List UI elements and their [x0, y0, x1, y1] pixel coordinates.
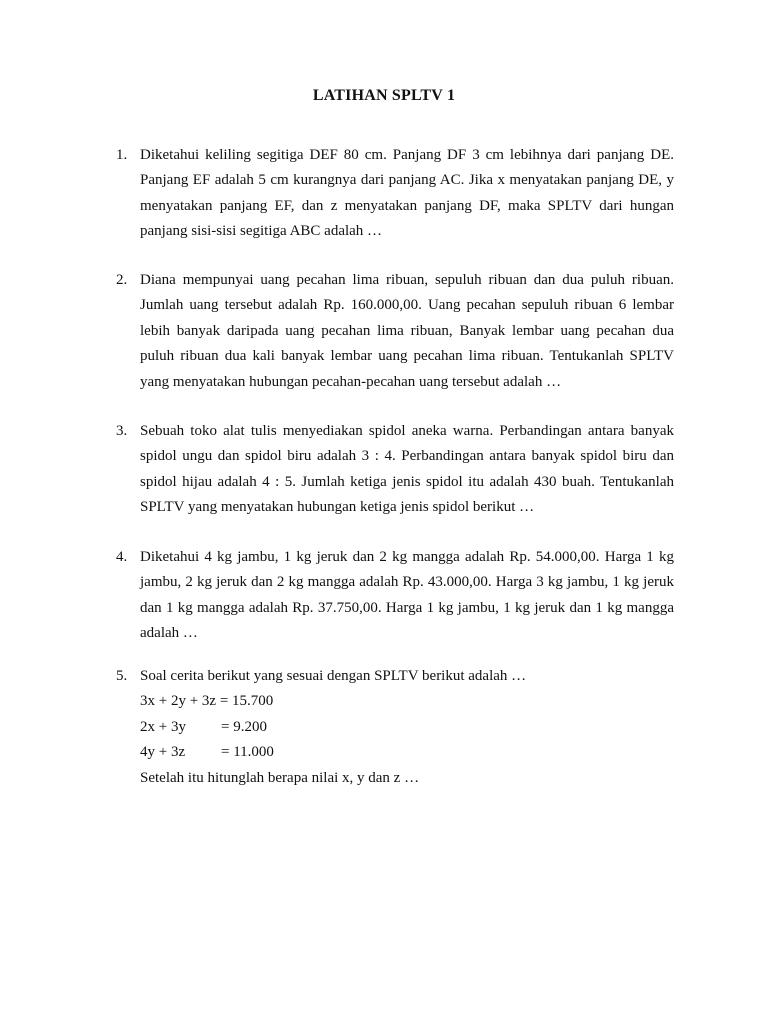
question-text: Diketahui keliling segitiga DEF 80 cm. Panjang DF 3 cm lebihnya dari panjang DE. Panjang EF adalah 5 cm kurangnya dari panjang AC. Jika x menyatakan panjang DE, y menyatakan panjang EF, dan z menyatakan panjang DF, maka SPLTV dari hungan panjang sisi-sisi segitiga ABC adalah …: [140, 147, 674, 240]
page-title: LATIHAN SPLTV 1: [312, 87, 456, 104]
question-item-3: [116, 419, 674, 521]
equation-row-1: [140, 689, 674, 714]
question-item-1: [116, 143, 674, 245]
equation-row-3: [140, 740, 674, 765]
question-item-4: [116, 545, 674, 647]
question-number: 3.: [116, 423, 128, 439]
question-number: 2.: [116, 272, 128, 288]
question-text: Diana mempunyai uang pecahan lima ribuan, sepuluh ribuan dan dua puluh ribuan. Jumlah uang tersebut adalah Rp. 160.000,00. Uang pecahan sepuluh ribuan 6 lembar lebih banyak daripada uang pecahan lima ribuan, Banyak lembar uang pecahan dua puluh ribuan dua kali banyak lembar uang pecahan lima ribuan. Tentukanlah SPLTV yang menyatakan hubungan pecahan-pecahan uang tersebut adalah …: [140, 272, 674, 390]
question-item-5: [116, 664, 674, 791]
question-text: Sebuah toko alat tulis menyediakan spidol aneka warna. Perbandingan antara banyak spidol ungu dan spidol biru adalah 3 : 4. Perbandingan antara banyak spidol biru dan spidol hijau adalah 4 : 5. Jumlah ketiga jenis spidol itu adalah 430 buah. Tentukanlah SPLTV yang menyatakan hubungan ketiga jenis spidol berikut …: [140, 423, 674, 516]
equation-row-2: [140, 715, 674, 740]
question-number: 4.: [116, 549, 128, 565]
equation-lhs: 4y + 3z: [140, 744, 186, 761]
question-number: 1.: [116, 147, 128, 163]
equation-rhs: = 11.000: [221, 744, 274, 761]
equation-lhs: 3x + 2y + 3z: [140, 693, 217, 710]
question-closing: Setelah itu hitunglah berapa nilai x, y dan z …: [140, 769, 420, 786]
question-text: Diketahui 4 kg jambu, 1 kg jeruk dan 2 kg mangga adalah Rp. 54.000,00. Harga 1 kg jambu, 2 kg jeruk dan 2 kg mangga adalah Rp. 43.000,00. Harga 3 kg jambu, 1 kg jeruk dan 1 kg mangga adalah Rp. 37.750,00. Harga 1 kg jambu, 1 kg jeruk dan 1 kg mangga adalah …: [140, 549, 674, 642]
equation-rhs-value: = 15.700: [219, 693, 274, 710]
question-item-2: [116, 268, 674, 395]
question-number: 5.: [116, 668, 128, 684]
question-intro: Soal cerita berikut yang sesuai dengan SPLTV berikut adalah …: [140, 668, 527, 684]
equation-lhs: 2x + 3y: [140, 718, 186, 735]
equation-rhs: [216, 689, 273, 714]
equation-rhs: = 9.200: [221, 718, 267, 735]
